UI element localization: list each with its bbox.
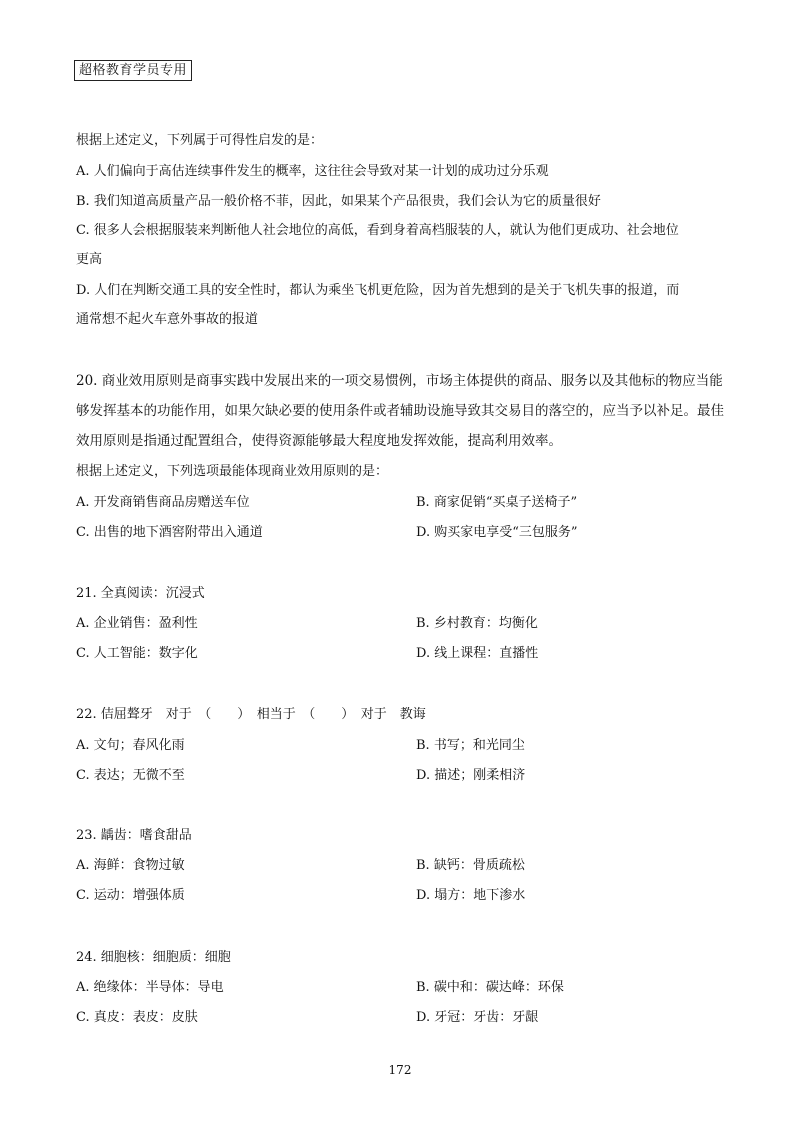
q19-option-c-line1: C. 很多人会根据服装来判断他人社会地位的高低，看到身着高档服装的人，就认为他们更成功、社会地位: [76, 223, 679, 238]
q20-option-c: C. 出售的地下酒窖附带出入通道: [76, 525, 263, 540]
q20-text: 20. 商业效用原则是商事实践中发展出来的一项交易惯例，市场主体提供的商品、服务以及其他标的物应当能够发挥基本的功能作用，如果欠缺必要的使用条件或者辅助设施导致其交易目的落空的，应当予以补足。最佳效用原则是指通过配置组合，使得资源能够最大程度地发挥效能，提高利用效率。: [76, 373, 724, 449]
q23-option-d: D. 塌方：地下渗水: [416, 888, 526, 903]
q24-option-c: C. 真皮：表皮：皮肤: [76, 1010, 198, 1025]
q23-option-c: C. 运动：增强体质: [76, 888, 185, 903]
q19-option-d-line2: 通常想不起火车意外事故的报道: [76, 312, 259, 327]
q21-option-b: B. 乡村教育：均衡化: [416, 616, 538, 631]
q19-option-a: A. 人们偏向于高估连续事件发生的概率，这往往会导致对某一计划的成功过分乐观: [76, 164, 549, 179]
q22-option-a: A. 文句；春风化雨: [76, 738, 185, 753]
q20-option-d: D. 购买家电享受“三包服务”: [416, 525, 578, 540]
q20-option-b: B. 商家促销“买桌子送椅子”: [416, 495, 578, 510]
q22-stem: 22. 佶屈聱牙 对于 （ ） 相当于 （ ） 对于 教诲: [76, 707, 426, 722]
q23-option-a: A. 海鲜：食物过敏: [76, 858, 185, 873]
q23-option-b: B. 缺钙：骨质疏松: [416, 858, 525, 873]
q24-option-a: A. 绝缘体：半导体：导电: [76, 980, 224, 995]
q19-option-b: B. 我们知道高质量产品一般价格不菲，因此，如果某个产品很贵，我们会认为它的质量很好: [76, 194, 601, 209]
q20-option-a: A. 开发商销售商品房赠送车位: [76, 495, 250, 510]
q21-stem: 21. 全真阅读：沉浸式: [76, 586, 205, 601]
q21-option-d: D. 线上课程：直播性: [416, 646, 539, 661]
q22-option-b: B. 书写；和光同尘: [416, 738, 525, 753]
q22-option-d: D. 描述；刚柔相济: [416, 768, 526, 783]
q21-option-c: C. 人工智能：数字化: [76, 646, 198, 661]
header-tag: 超格教育学员专用: [74, 60, 192, 81]
q23-stem: 23. 龋齿：嗜食甜品: [76, 828, 192, 843]
q24-option-b: B. 碳中和：碳达峰：环保: [416, 980, 564, 995]
q21-option-a: A. 企业销售：盈利性: [76, 616, 198, 631]
q24-stem: 24. 细胞核：细胞质：细胞: [76, 950, 231, 965]
q19-option-c-line2: 更高: [76, 252, 103, 267]
page-number: 172: [388, 1063, 412, 1077]
q24-option-d: D. 牙冠：牙齿：牙龈: [416, 1010, 539, 1025]
q19-option-d-line1: D. 人们在判断交通工具的安全性时，都认为乘坐飞机更危险，因为首先想到的是关于飞机失事的报道，而: [76, 283, 680, 298]
q19-prompt: 根据上述定义，下列属于可得性启发的是：: [76, 133, 324, 148]
q22-option-c: C. 表达；无微不至: [76, 768, 185, 783]
q20-prompt: 根据上述定义，下列选项最能体现商业效用原则的是：: [76, 464, 389, 479]
